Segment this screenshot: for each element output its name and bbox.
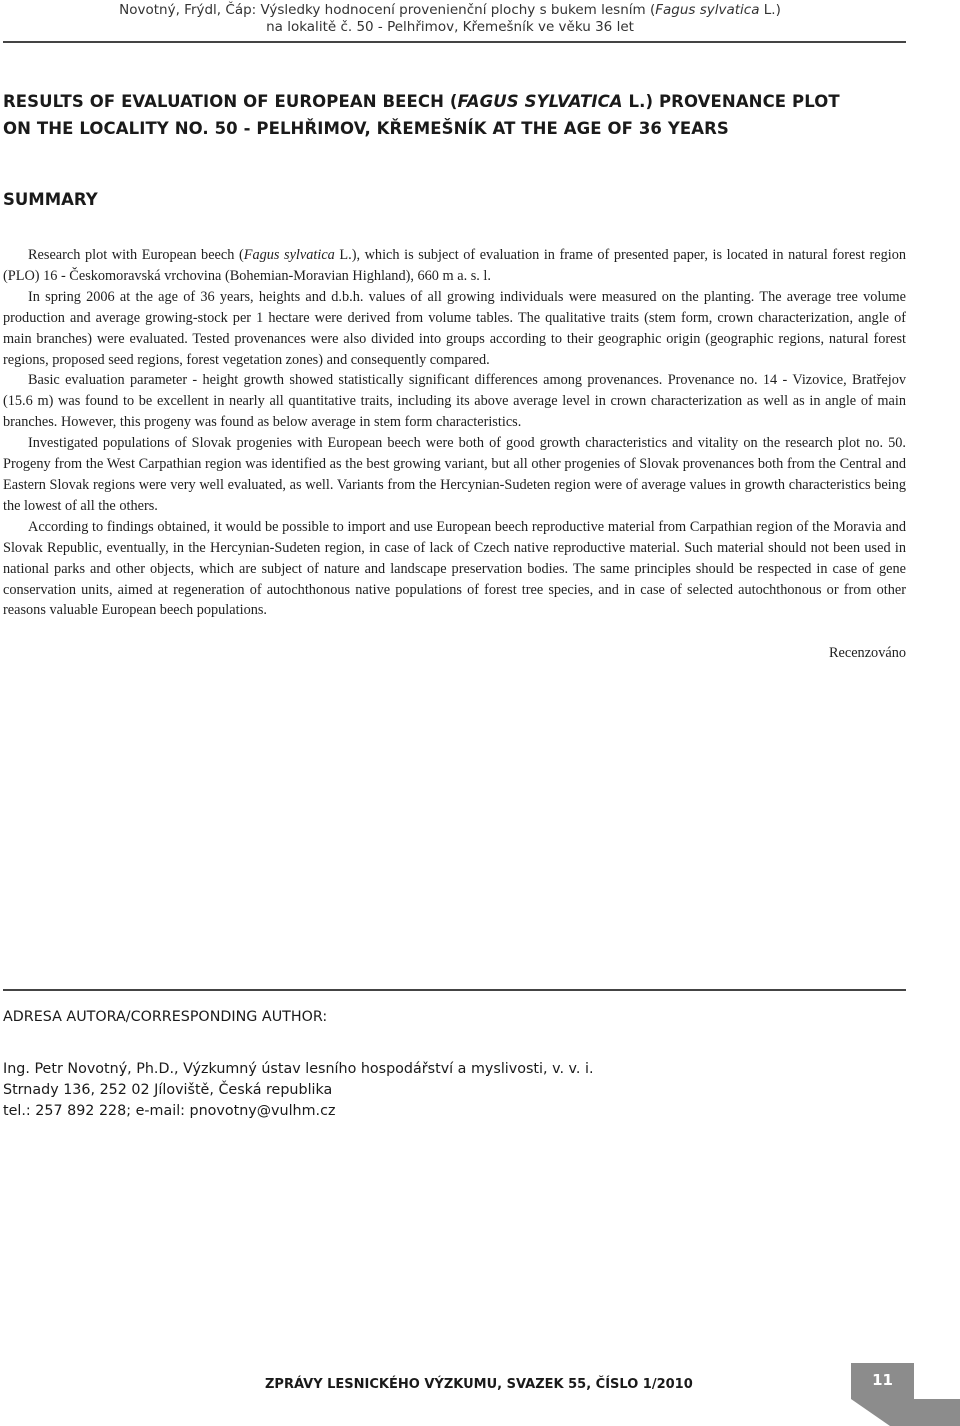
summary-paragraph-2: In spring 2006 at the age of 36 years, heights and d.b.h. values of all growing individuals were measured on the planting. The average tree volume production and average growing-stock per 1 hectare were derived from volume tables. The qualitative traits (stem form, crown characterization, angle of main branches) were evaluated. Tested provenances were also divided into groups according to their geographic origin (geographic regions, natural forest regions, proposed seed regions, forest vegetation zones) and consequently compared.: [3, 288, 906, 368]
author-block: [3, 1059, 594, 1122]
summary-heading: SUMMARY: [3, 190, 98, 209]
title-line1: RESULTS OF EVALUATION OF EUROPEAN BEECH (FAGUS SYLVATICA L.) PROVENANCE PLOT: [3, 92, 840, 111]
running-header-line2: na lokalitě č. 50 - Pelhřimov, Křemešník ve věku 36 let: [266, 19, 634, 35]
running-header: [100, 2, 800, 36]
page-corner-cut: [851, 1399, 890, 1426]
reviewed-note: Recenzováno: [828, 645, 906, 661]
author-name: Ing. Petr Novotný, Ph.D., Výzkumný ústav lesního hospodářství a myslivosti, v. v. i.: [3, 1061, 594, 1077]
journal-footer: ZPRÁVY LESNICKÉHO VÝZKUMU, SVAZEK 55, ČÍSLO 1/2010: [265, 1377, 693, 1392]
header-divider: [3, 41, 906, 43]
article-title: [3, 88, 903, 142]
page-corner-decoration: [890, 1399, 960, 1426]
author-divider: [3, 989, 906, 991]
running-header-line1: Novotný, Frýdl, Čáp: Výsledky hodnocení provenienční plochy s bukem lesním (Fagus sylvatica L.): [119, 2, 781, 18]
summary-paragraph-5: According to findings obtained, it would be possible to import and use European beech reproductive material from Carpathian region of the Moravia and Slovak Republic, eventually, in the Hercynian-Sudeten region, in case of lack of Czech native reproductive material. Such material should not been used in national parks and other objects, which are subject of nature and landscape preservation bodies. The same principles should be respected in case of gene conservation units, aimed at regeneration of autochthonous native populations of forest tree species, and in case of selected autochthonous or from other reasons valuable European beech populations.: [3, 518, 906, 619]
author-label: ADRESA AUTORA/CORRESPONDING AUTHOR:: [3, 1009, 328, 1025]
summary-paragraph-3: Basic evaluation parameter - height growth showed statistically significant differences among provenances. Provenance no. 14 - Vizovice, Bratřejov (15.6 m) was found to be excellent in nearly all quantitative traits, including its above average level in crown characterization as well as in angle of main branches. However, this progeny was found as below average in stem form characteristics.: [3, 372, 906, 431]
summary-body: [3, 245, 906, 621]
author-contact: tel.: 257 892 228; e-mail: pnovotny@vulhm.cz: [3, 1103, 336, 1119]
summary-paragraph-1: Research plot with European beech (Fagus sylvatica L.), which is subject of evaluation in frame of presented paper, is located in natural forest region (PLO) 16 - Českomoravská vrchovina (Bohemian-Moravian Highland), 660 m a. s. l.: [3, 247, 906, 284]
page-number: 11: [851, 1363, 914, 1399]
title-line2: ON THE LOCALITY NO. 50 - PELHŘIMOV, KŘEMEŠNÍK AT THE AGE OF 36 YEARS: [3, 119, 729, 138]
summary-paragraph-4: Investigated populations of Slovak progenies with European beech were both of good growth characteristics and vitality on the research plot no. 50. Progeny from the West Carpathian region was identified as the best growing variant, but all other progenies of Slovak provenances both from the Central and Eastern Slovak regions were very well evaluated, as well. Variants from the Hercynian-Sudeten region were of average values in growth characteristics being the lowest of all the others.: [3, 435, 906, 514]
author-address: Strnady 136, 252 02 Jíloviště, Česká republika: [3, 1082, 333, 1098]
